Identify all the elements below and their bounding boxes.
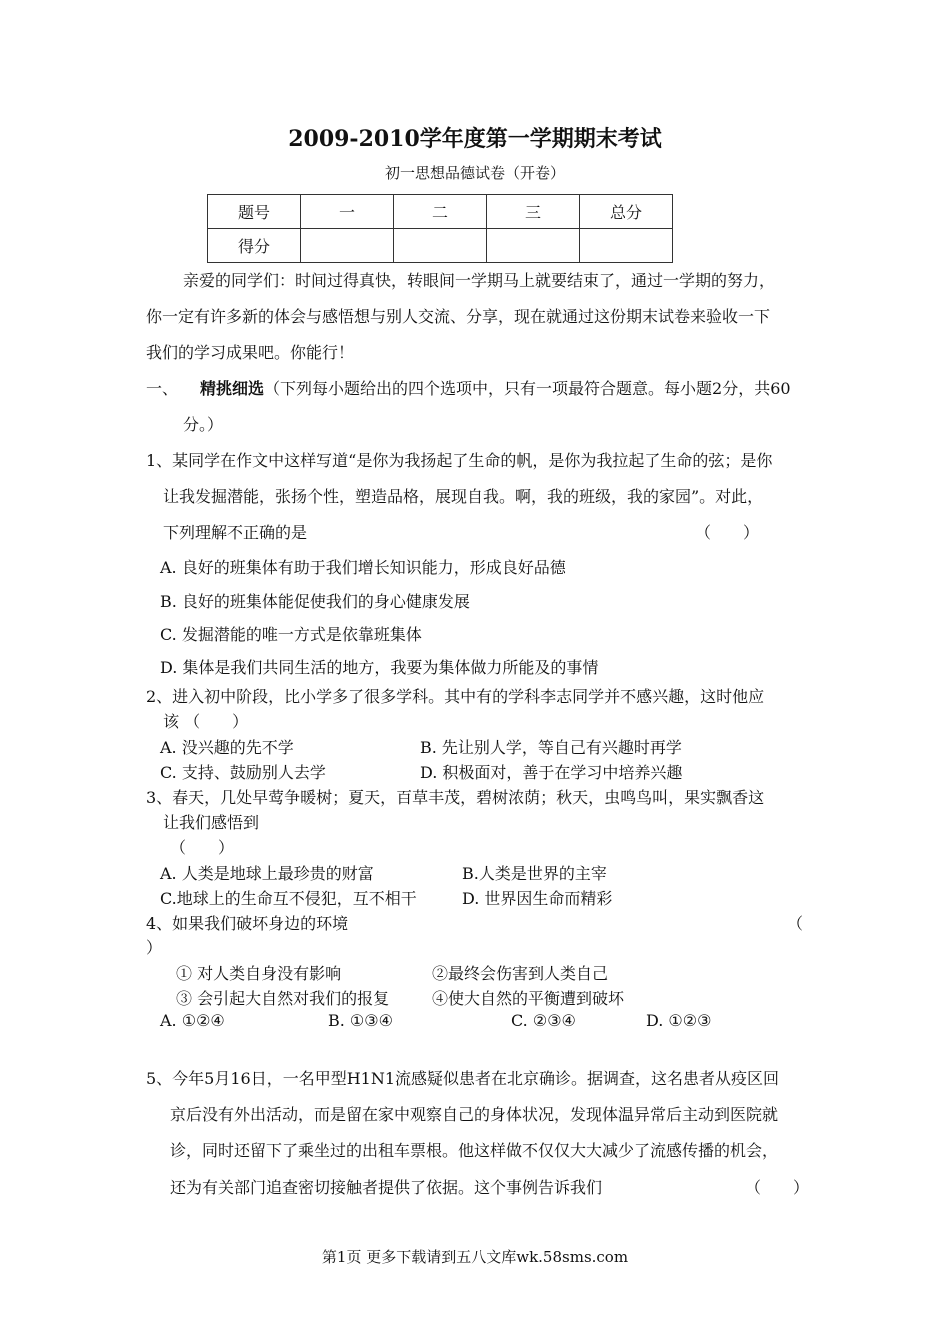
question-5-line: 诊，同时还留下了乘坐过的出租车票根。他这样做不仅仅大大减少了流感传播的机会， [170,1141,779,1160]
intro-line: 你一定有许多新的体会与感悟想与别人交流、分享，现在就通过这份期末试卷来验收一下 [146,307,771,326]
option-c: C. ②③④ [511,1011,576,1030]
question-2-line: 该 （ ） [163,712,249,731]
answer-bracket[interactable]: （ ） [745,1178,810,1197]
option-b: B. ①③④ [328,1011,393,1030]
section-note: （下列每小题给出的四个选项中，只有一项最符合题意。每小题2分，共60 [264,379,791,398]
section-number: 一、 [146,379,179,398]
score-row-label: 得分 [208,229,301,263]
statement-item: ① 对人类自身没有影响 [176,964,342,983]
score-header-cell: 三 [487,195,580,229]
option-c: C. 支持、鼓励别人去学 [160,763,326,782]
section-note-continued: 分。） [183,415,224,434]
intro-line: 我们的学习成果吧。你能行！ [146,343,355,362]
intro-line: 亲爱的同学们：时间过得真快，转眼间一学期马上就要结束了，通过一学期的努力， [183,271,776,290]
option-d: D. ①②③ [646,1011,712,1030]
option-d: D. 集体是我们共同生活的地方，我要为集体做力所能及的事情 [160,658,599,677]
option-a: A. ①②④ [160,1011,225,1030]
answer-bracket-open[interactable]: （ [787,914,804,933]
option-b: B. 先让别人学，等自己有兴趣时再学 [420,738,682,757]
option-a: A. 良好的班集体有助于我们增长知识能力，形成良好品德 [160,558,566,577]
answer-bracket[interactable]: （ ） [170,838,235,857]
option-c: C.地球上的生命互不侵犯，互不相干 [160,889,417,908]
statement-item: ④使大自然的平衡遭到破坏 [432,989,625,1008]
score-cell[interactable] [487,229,580,263]
section-name: 精挑细选 [200,379,265,398]
page-footer: 第1页 更多下载请到五八文库wk.58sms.com [321,1248,629,1266]
question-4-line: 4、如果我们破坏身边的环境 [146,914,349,933]
option-d: D. 积极面对，善于在学习中培养兴趣 [420,763,683,782]
option-a: A. 没兴趣的先不学 [160,738,294,757]
option-d: D. 世界因生命而精彩 [462,889,613,908]
section-heading [146,376,791,399]
score-table-header-row [208,195,673,229]
exam-title: 2009-2010学年度第一学期期末考试 [288,126,662,152]
question-2-line: 2、进入初中阶段，比小学多了很多学科。其中有的学科李志同学并不感兴趣，这时他应 [146,687,765,706]
question-5-line: 京后没有外出活动，而是留在家中观察自己的身体状况，发现体温异常后主动到医院就 [170,1105,779,1124]
score-header-cell: 题号 [208,195,301,229]
question-1-line: 下列理解不正确的是 [163,523,308,542]
option-c: C. 发掘潜能的唯一方式是依靠班集体 [160,625,422,644]
score-cell[interactable] [394,229,487,263]
score-cell[interactable] [301,229,394,263]
answer-bracket-close[interactable]: ） [146,938,163,957]
score-cell[interactable] [580,229,673,263]
answer-bracket[interactable]: （ ） [695,523,760,542]
score-header-cell: 总分 [580,195,673,229]
question-1-line: 1、某同学在作文中这样写道“是你为我扬起了生命的帆，是你为我拉起了生命的弦；是你 [146,451,773,470]
statement-item: ③ 会引起大自然对我们的报复 [176,989,390,1008]
question-3-line: 让我们感悟到 [163,813,260,832]
question-5-line: 5、今年5月16日，一名甲型H1N1流感疑似患者在北京确诊。据调查，这名患者从疫区回 [146,1069,780,1088]
question-3-line: 3、春天，几处早莺争暖树；夏天，百草丰茂，碧树浓荫；秋天，虫鸣鸟叫，果实飘香这 [146,788,765,807]
question-5-line: 还为有关部门追查密切接触者提供了依据。这个事例告诉我们 [170,1178,603,1197]
score-table [207,194,673,263]
option-a: A. 人类是地球上最珍贵的财富 [160,864,374,883]
option-b: B. 良好的班集体能促使我们的身心健康发展 [160,592,470,611]
score-header-cell: 二 [394,195,487,229]
exam-subtitle: 初一思想品德试卷（开卷） [384,164,565,182]
score-header-cell: 一 [301,195,394,229]
statement-item: ②最终会伤害到人类自己 [432,964,609,983]
score-table-score-row [208,229,673,263]
option-b: B.人类是世界的主宰 [462,864,607,883]
question-1-line: 让我发掘潜能，张扬个性，塑造品格，展现自我。啊，我的班级，我的家园”。对此， [163,487,764,506]
